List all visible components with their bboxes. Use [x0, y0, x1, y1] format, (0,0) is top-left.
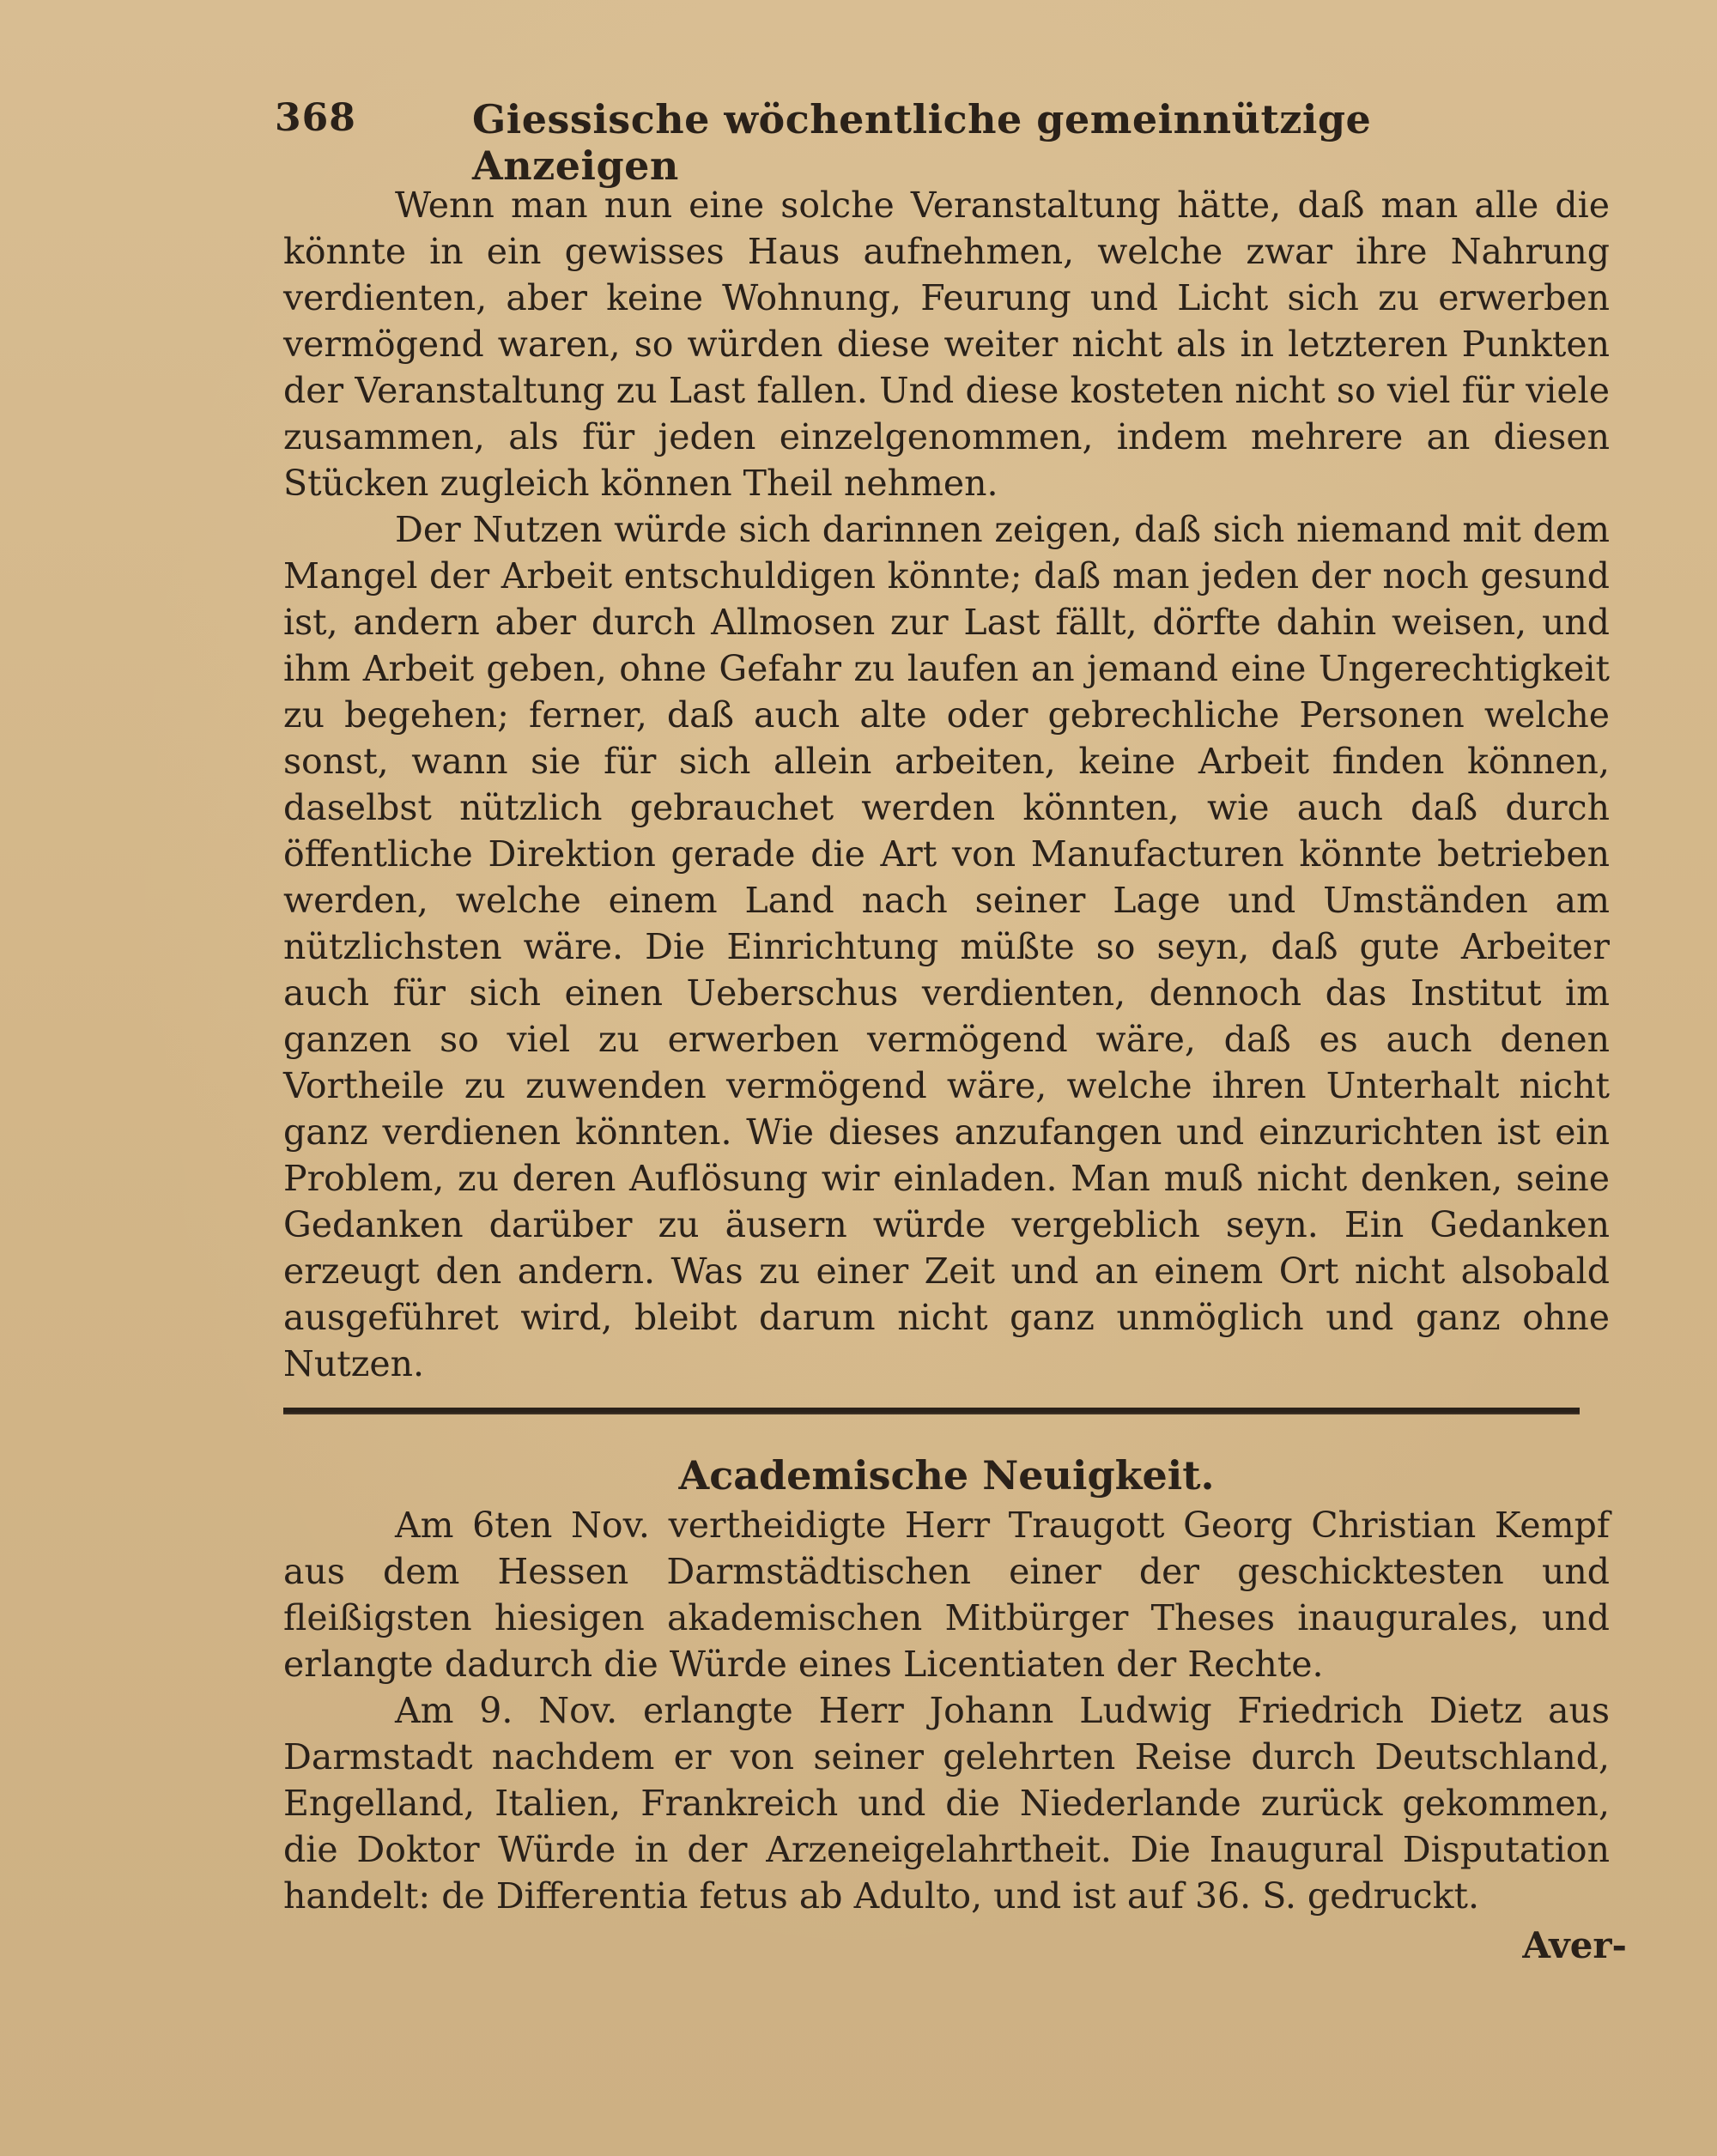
- section-divider: [283, 1408, 1580, 1414]
- running-title: Giessische wöchentliche gemeinnützige Anzeigen: [472, 96, 1372, 189]
- main-paragraph-2: Der Nutzen würde sich darinnen zeigen, daß sich niemand mit dem Mangel der Arbeit entschuldigen könnte; daß man jeden der noch gesund ist, andern aber durch Allmosen zur Last fällt, dörfte dahin weisen, und ihm Arbeit geben, ohne Gefahr zu laufen an jemand eine Ungerechtigkeit zu begehen; ferner, daß auch alte oder gebrechliche Personen welche sonst, wann sie für sich allein arbeiten, keine Arbeit finden können, daselbst nützlich gebrauchet werden könnten, wie auch daß durch öffentliche Direktion gerade die Art von Manufacturen könnte betrieben werden, welche einem Land nach seiner Lage und Umständen am nützlichsten wäre. Die Einrichtung müßte so seyn, daß gute Arbeiter auch für sich einen Ueberschus verdienten, dennoch das Institut im ganzen so viel zu erwerben vermögend wäre, daß es auch denen Vortheile zu zuwenden vermögend wäre, welche ihren Unterhalt nicht ganz verdienen könnten. Wie dieses anzufangen und einzurichten ist ein Problem, zu deren Auflösung wir einladen. Man muß nicht denken, seine Gedanken darüber zu äusern würde vergeblich seyn. Ein Gedanken erzeugt den andern. Was zu einer Zeit und an einem Ort nicht alsobald ausgeführet wird, bleibt darum nicht ganz unmöglich und ganz ohne Nutzen.: [283, 509, 1610, 1384]
- catchword: Aver-: [1522, 1924, 1627, 1966]
- main-paragraph-1: Wenn man nun eine solche Veranstaltung hätte, daß man alle die könnte in ein gewisses Haus aufnehmen, welche zwar ihre Nahrung verdienten, aber keine Wohnung, Feurung und Licht sich zu erwerben vermögend waren, so würden diese weiter nicht als in letzteren Punkten der Veranstaltung zu Last fallen. Und diese kosteten nicht so viel für viele zusammen, als für jeden einzelgenommen, indem mehrere an diesen Stücken zugleich können Theil nehmen.: [283, 185, 1610, 504]
- page-header: [275, 96, 1442, 189]
- news-paragraph-1: Am 6ten Nov. vertheidigte Herr Traugott Georg Christian Kempf aus dem Hessen Darmstädtischen einer der geschicktesten und fleißigsten hiesigen akademischen Mitbürger Theses inaugurales, und erlangte dadurch die Würde eines Licentiaten der Rechte.: [283, 1505, 1610, 1685]
- page-number: 368: [275, 96, 356, 140]
- section-heading: Academische Neuigkeit.: [678, 1452, 1215, 1499]
- main-article: [283, 182, 1610, 1387]
- news-paragraph-2: Am 9. Nov. erlangte Herr Johann Ludwig Friedrich Dietz aus Darmstadt nachdem er von seiner gelehrten Reise durch Deutschland, Engelland, Italien, Frankreich und die Niederlande zurück gekommen, die Doktor Würde in der Arzeneigelahrtheit. Die Inaugural Disputation handelt: de Differentia fetus ab Adulto, und ist auf 36. S. gedruckt.: [283, 1690, 1610, 1917]
- academic-news: [283, 1502, 1610, 1919]
